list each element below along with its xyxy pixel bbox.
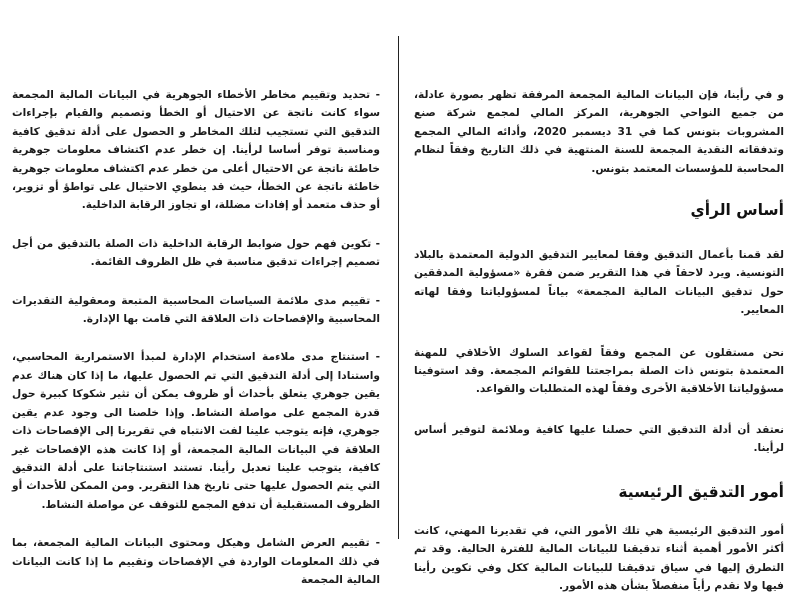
- list-item-overall-presentation: - تقييم العرض الشامل وهيكل ومحتوى البيانات المالية المجمعة، بما في ذلك المعلومات الواردة في الإفصاحات وتقييم ما إذا كانت البيانات المالية المجمعة: [12, 537, 380, 586]
- list-item-internal-control: - تكوين فهم حول ضوابط الرقابة الداخلية ذات الصلة بالتدقيق من أجل تصميم إجراءات تدقيق مناسبة في ظل الظروف القائمة.: [12, 237, 380, 269]
- left-column: [12, 86, 380, 589]
- basis-paragraph-1: لقد قمنا بأعمال التدقيق وفقا لمعايير التدقيق الدولية المعتمدة بالبلاد التونسية. ويرد لاحقاً في هذا التقرير ضمن فقرة «مسؤولية المدققين حول تدقيق البيانات المالية المجمعة» بياناً لمسؤولياتنا وفقا لهاته المعايير.: [414, 249, 784, 317]
- basis-paragraph-2: نحن مستقلون عن المجمع وفقاً لقواعد السلوك الأخلاقي للمهنة المعتمدة بتونس ذات الصلة بمراجعتنا للقوائم المجمعة. وقد استوفينا مسؤولياتنا الأخلاقية الأخرى وفقاً لهذه المتطلبات والقواعد.: [414, 346, 784, 396]
- list-item-identify-risks: - تحديد وتقييم مخاطر الأخطاء الجوهرية في البيانات المالية المجمعة سواء كانت ناتجة عن الاحتيال أو الخطأ وتصميم والقيام بإجراءات التدقيق التي تستجيب لتلك المخاطر و الحصول على أدلة تدقيق كافية ومناسبة توفر أساسا لرأينا. إن خطر عدم اكتشاف معلومات جوهرية خاطئة ناتجة عن الاحتيال أعلى من خطر عدم اكتشاف معلومات جوهرية خاطئة ناتجة عن الخطأ، حيث قد ينطوي الاحتيال على تواطؤ أو تزوير، أو حذف متعمد أو إفادات مضللة، او تجاوز الرقابة الداخلية.: [12, 89, 380, 212]
- key-audit-matters-heading: أمور التدقيق الرئيسية: [618, 482, 784, 501]
- key-audit-matters-paragraph: أمور التدقيق الرئيسية هي تلك الأمور التي، في تقديرنا المهني، كانت أكثر الأمور أهمية أثناء تدقيقنا للبيانات المالية للفترة الحالية. وقد تم التطرق إليها في سياق تدقيقنا للبيانات المالية ككل وفي تكوين رأينا فيها ولا نقدم رأياً منفصلاً بشأن هذه الأمور.: [414, 524, 784, 592]
- column-divider: [398, 36, 399, 539]
- basis-of-opinion-heading: أساس الرأي: [690, 201, 784, 220]
- basis-paragraph-3: نعتقد أن أدلة التدقيق التي حصلنا عليها كافية وملائمة لتوفير أساس لرأينا.: [414, 423, 784, 455]
- list-item-going-concern: - استنتاج مدى ملاءمة استخدام الإدارة لمبدأ الاستمرارية المحاسبي، واستنادا إلى أدلة التدقيق التي تم الحصول عليها، ما إذا كان هناك عدم يقين جوهري يتعلق بأحداث أو ظروف يمكن أن تثير شكوكا كبيرة حول قدرة المجمع على مواصلة النشاط. وإذا خلصنا الى وجود عدم يقين جوهري، فإنه يتوجب علينا لفت الانتباه في تقريرنا إلى الإفصاحات ذات العلاقة في البيانات المالية المجمعة، أو إذا كانت هذه الإفصاحات غير كافية، يتوجب علينا تعديل رأينا. تستند استنتاجاتنا على أدلة التدقيق التي يتم الحصول عليها حتى تاريخ هذا التقرير. ومن الممكن للأحداث أو الظروف المستقبلية أن تدفع المجمع للتوقف عن مواصلة النشاط.: [12, 351, 380, 511]
- list-item-accounting-policies: - تقييم مدى ملائمة السياسات المحاسبية المتبعة ومعقولية التقديرات المحاسبية والإفصاحات ذات العلاقة التي قامت بها الإدارة.: [12, 294, 380, 326]
- opinion-paragraph: و في رأينا، فإن البيانات المالية المجمعة المرفقة تظهر بصورة عادلة، من جميع النواحي الجوهرية، المركز المالي لمجمع شركة صنع المشروبات بتونس كما في 31 ديسمبر 2020، وأدائه المالي المجمع وتدفقاته النقدية المجمعة للسنة المنتهية في ذلك التاريخ وفقاً لنظام المحاسبة للمؤسسات المعتمد بتونس.: [414, 89, 784, 175]
- right-column: [414, 86, 784, 595]
